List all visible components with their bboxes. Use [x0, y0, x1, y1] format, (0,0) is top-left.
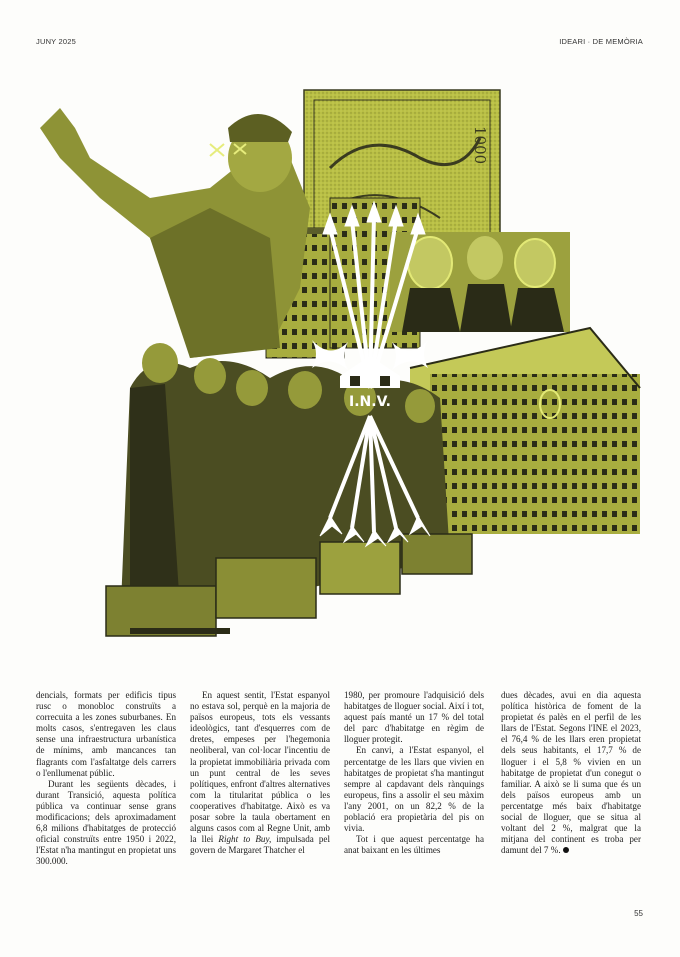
- end-of-article-dot-icon: [563, 847, 569, 853]
- paragraph-text: En aquest sentit, l'Estat espanyol no estava sol, perquè en la majoria de països europeus, tots els vessants ideològics, tant d'esquerres com de dretes, empeses per l'hegemonia neoliberal, van col·locar l'incentiu de la propietat immobiliària privada com un punt central de les seves polítiques, enfront d'altres alternatives com la titularitat pública o les cooperatives d'habitatge. Això es va posar sobre la taula obertament en alguns casos com al Regne Unit, amb la llei: [190, 690, 330, 845]
- paragraph: En canvi, a l'Estat espanyol, el percentatge de les llars que vivien en habitatges de propietat s'ha mantingut sempre al capdavant dels rànquings europeus, fins a assolir el seu màxim l'any 2001, on un 82,2 % de la població era propietària del pis on vivia.: [344, 745, 484, 834]
- banknote-value: 1000: [471, 126, 489, 165]
- photo-collage-illustration: [30, 88, 650, 648]
- article-body: [36, 690, 646, 867]
- paragraph: [190, 690, 330, 856]
- paragraph: [501, 690, 641, 856]
- page-number: 55: [634, 909, 643, 918]
- running-header-section: IDEARI · DE MEMÒRIA: [559, 37, 643, 46]
- paragraph-text: impulsada pel govern de Margaret Thatcher el: [190, 834, 330, 856]
- three-men-portrait-image: [390, 232, 570, 332]
- paragraph-text: dues dècades, avui en dia aquesta política històrica de foment de la propietat és palès en el perfil de les llars de l'Estat. Segons l'INE el 2023, el 76,4 % de les llars eren propietat dels seus habitants, el 17,7 % de lloguer i el 5,8 % vivien en un habitatge de propietat d'un conegut o familiar. A això se li suma que és un dels països europeus amb un percentatge més baix d'habitatge social de lloguer, que se situa al voltant del 2 %, malgrat que la mitjana del continent es troba per damunt del 7 %.: [501, 690, 641, 856]
- paragraph: dencials, formats per edificis tipus rusc o monobloc construïts a correcuita a les zones suburbanes. En molts casos, s'entregaven les claus sense una infraestructura urbanística de mínims, amb mancances tan flagrants com l'asfaltatge dels carrers o l'enllumenat públic.: [36, 690, 176, 778]
- law-title: Right to Buy,: [218, 834, 272, 845]
- text-column-1: [36, 690, 176, 868]
- saluting-officer-figure: [40, 108, 310, 358]
- text-column-2: [190, 690, 330, 856]
- inv-emblem-label: I.N.V.: [349, 394, 391, 410]
- text-column-4: [501, 690, 641, 856]
- running-header-date: JUNY 2025: [36, 37, 77, 46]
- paragraph: 1980, per promoure l'adquisició dels habitatges de lloguer social. Així i tot, aquest país manté un 17 % del total del parc d'habitatge en règim de lloguer protegit.: [344, 690, 484, 745]
- text-column-3: [344, 690, 484, 856]
- paragraph: Durant les següents dècades, i durant Transició, aquesta política pública va continuar sense grans modificacions; dels aproximadament 6,8 milions d'habitatges de protecció oficial construïts entre 1950 i 2022, l'Estat n'ha mantingut en propietat uns 300.000.: [36, 778, 176, 867]
- paragraph: Tot i que aquest percentatge ha anat baixant en les últimes: [344, 834, 484, 856]
